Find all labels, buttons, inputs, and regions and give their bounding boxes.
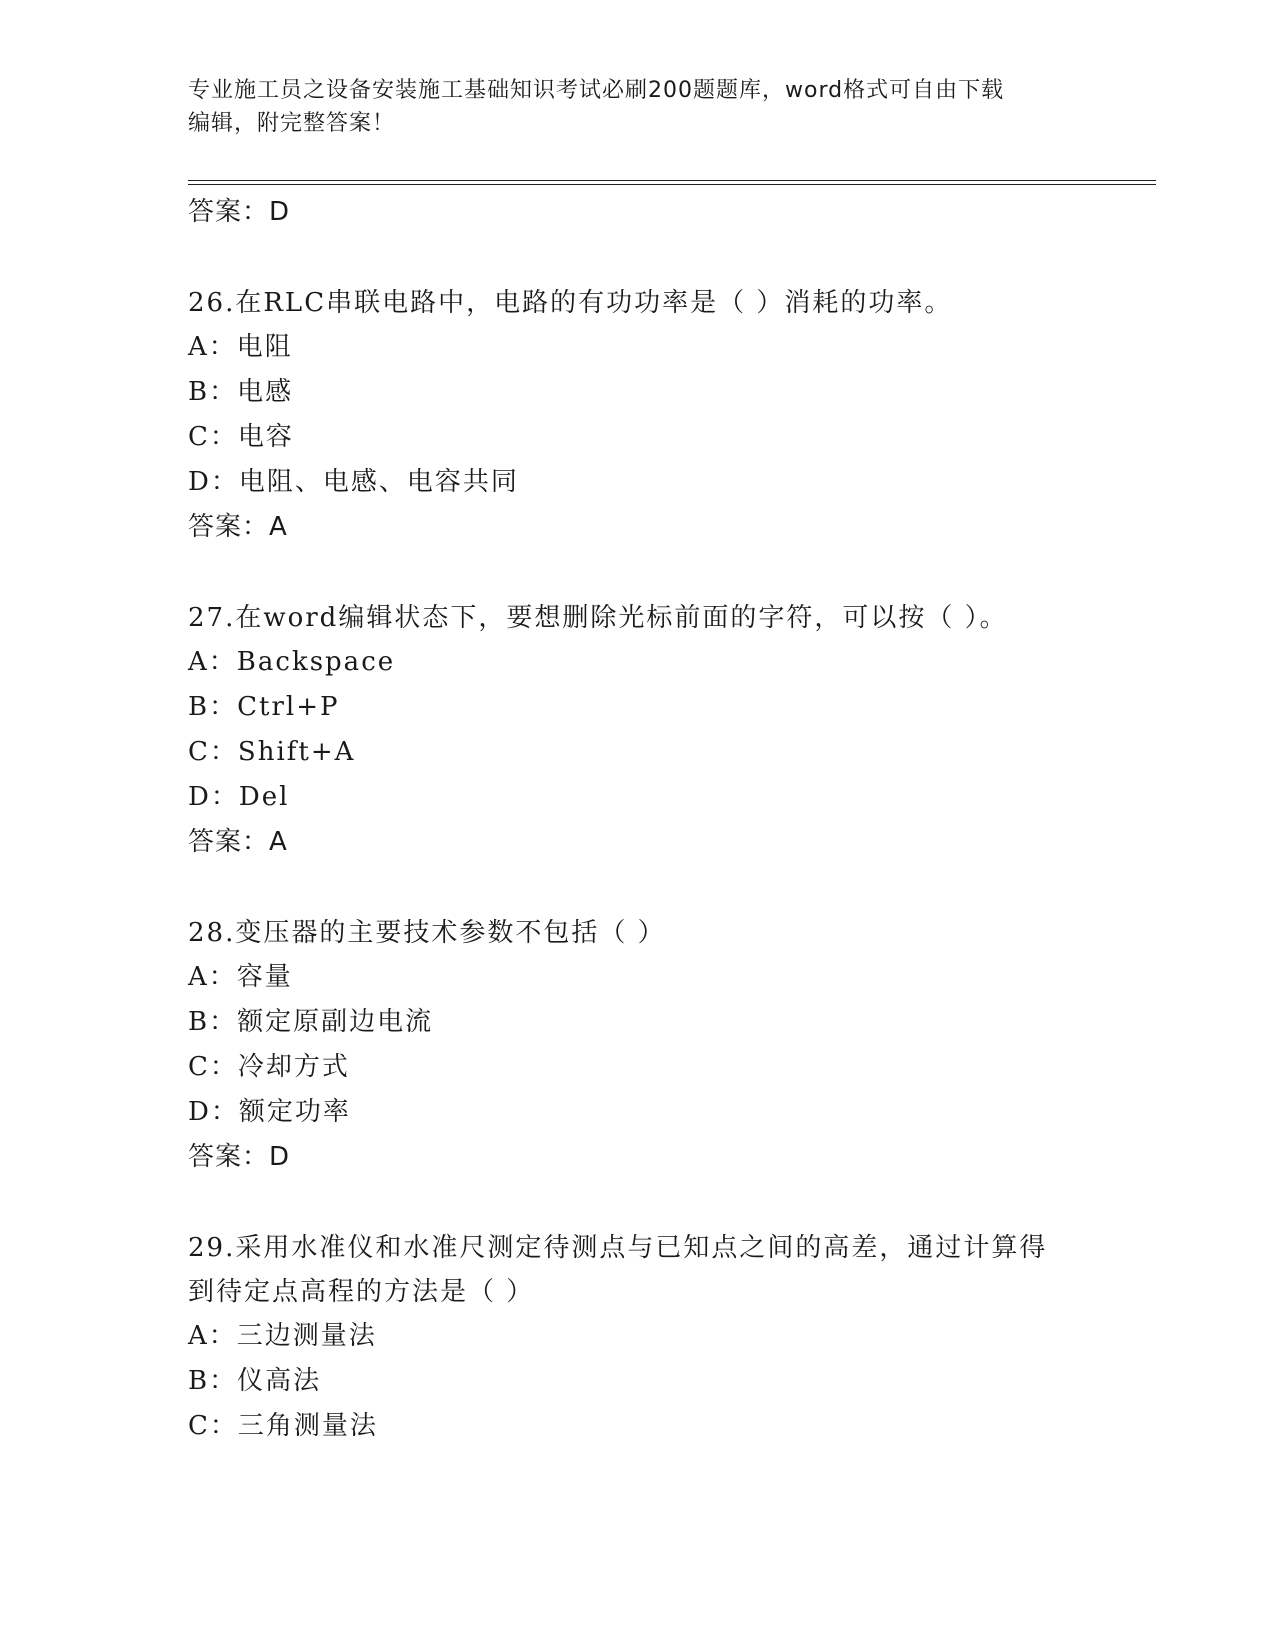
question-stem: 28.变压器的主要技术参数不包括（ ） — [188, 918, 666, 948]
option-a: A：三边测量法 — [188, 1321, 377, 1351]
answer-26: 答案：A — [188, 512, 288, 542]
question-stem: 27.在word编辑状态下，要想删除光标前面的字符，可以按（ ）。 — [188, 603, 1008, 633]
option-d: D：Del — [188, 782, 290, 812]
option-b: B：Ctrl+P — [188, 692, 340, 722]
question-stem-line-2: 到待定点高程的方法是（ ） — [188, 1277, 535, 1307]
answer-28: 答案：D — [188, 1142, 291, 1172]
question-stem: 26.在RLC串联电路中，电路的有功功率是（ ）消耗的功率。 — [188, 288, 953, 318]
question-stem-line-1: 29.采用水准仪和水准尺测定待测点与已知点之间的高差，通过计算得 — [188, 1233, 1048, 1263]
option-c: C：Shift+A — [188, 737, 356, 767]
question-29 — [188, 1226, 1088, 1449]
header-line-2: 编辑，附完整答案！ — [188, 111, 396, 136]
header-divider — [188, 180, 1156, 185]
option-d: D：电阻、电感、电容共同 — [188, 467, 519, 497]
option-c: C：冷却方式 — [188, 1052, 350, 1082]
question-27 — [188, 596, 1088, 865]
option-a: A：电阻 — [188, 332, 293, 362]
answer-27: 答案：A — [188, 827, 288, 857]
question-26 — [188, 281, 1088, 550]
option-b: B：额定原副边电流 — [188, 1007, 434, 1037]
document-header — [188, 74, 1068, 140]
question-28 — [188, 911, 1088, 1180]
option-c: C：三角测量法 — [188, 1411, 378, 1441]
answer-25: 答案：D — [188, 197, 291, 227]
option-d: D：额定功率 — [188, 1097, 351, 1127]
header-line-1: 专业施工员之设备安装施工基础知识考试必刷200题题库，word格式可自由下载 — [188, 78, 1005, 103]
option-a: A：Backspace — [188, 647, 396, 677]
option-c: C：电容 — [188, 422, 294, 452]
option-b: B：电感 — [188, 377, 294, 407]
option-a: A：容量 — [188, 962, 293, 992]
question-list — [188, 190, 1088, 1449]
option-b: B：仪高法 — [188, 1366, 322, 1396]
